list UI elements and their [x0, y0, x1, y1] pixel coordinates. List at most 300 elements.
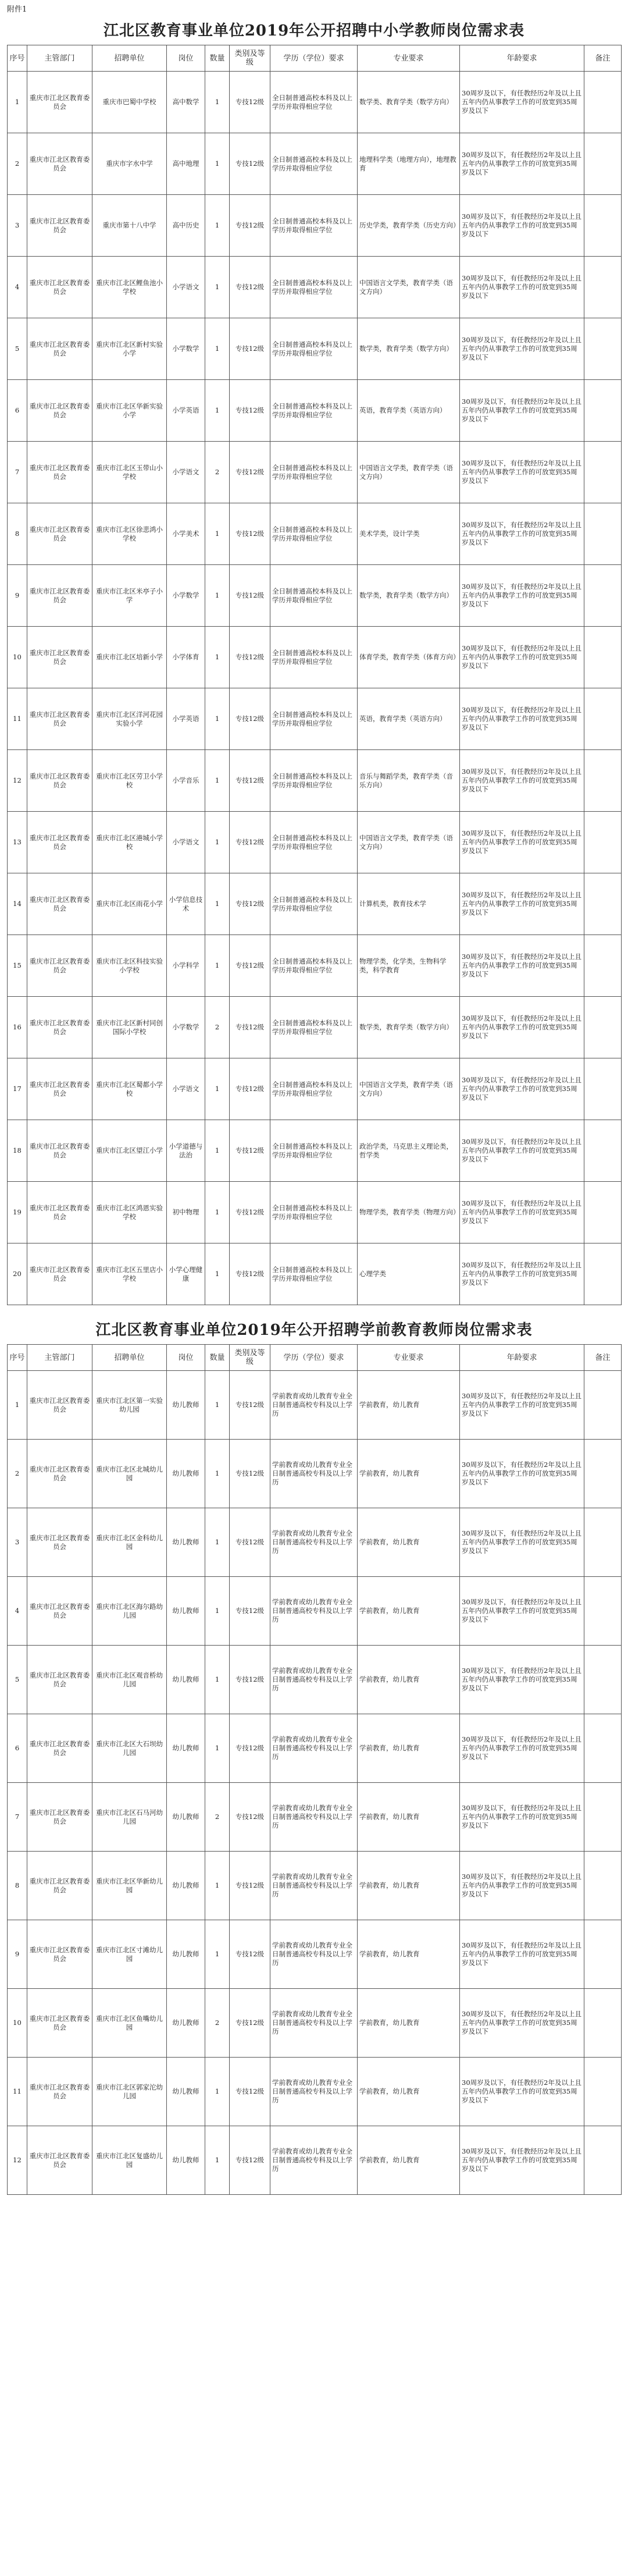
table1-cell-no: 2 — [8, 133, 27, 195]
table1-header-cell: 序号 — [8, 45, 27, 72]
table2-cell-no: 12 — [8, 2126, 27, 2195]
table2-cell-edu: 学前教育或幼儿教育专业全日制普通高校专科及以上学历 — [270, 1508, 358, 1577]
table1-cell-grade: 专技12级 — [230, 1182, 270, 1243]
table1-cell-no: 14 — [8, 873, 27, 935]
table1-header-cell: 备注 — [584, 45, 622, 72]
table1-row — [8, 873, 622, 935]
table1-cell-no: 19 — [8, 1182, 27, 1243]
table2-cell-dept: 重庆市江北区教育委员会 — [27, 1920, 92, 1989]
table1-row — [8, 627, 622, 688]
table2-cell-note — [584, 2126, 622, 2195]
table1-cell-unit: 重庆市江北区新村同创国际小学校 — [92, 997, 167, 1058]
table1-cell-major: 体育学类，教育学类（体育方向） — [358, 627, 460, 688]
table1-cell-post: 小学英语 — [167, 688, 205, 750]
table2-cell-major: 学前教育，幼儿教育 — [358, 2126, 460, 2195]
table2-row — [8, 1577, 622, 1646]
table2-cell-age: 30周岁及以下，有任教经历2年及以上且五年内仍从事教学工作的可放宽到35周岁及以下 — [460, 1852, 584, 1920]
table1-cell-unit: 重庆市江北区科技实验小学校 — [92, 935, 167, 997]
table1-cell-note — [584, 688, 622, 750]
table1-cell-major: 英语，教育学类（英语方向） — [358, 688, 460, 750]
table2-cell-dept: 重庆市江北区教育委员会 — [27, 1440, 92, 1508]
table2-cell-major: 学前教育，幼儿教育 — [358, 1989, 460, 2058]
table1-row — [8, 1120, 622, 1182]
table1-cell-edu: 全日制普通高校本科及以上学历并取得相应学位 — [270, 195, 358, 257]
table1-cell-no: 4 — [8, 257, 27, 318]
table2-cell-post: 幼儿教师 — [167, 2126, 205, 2195]
table2-cell-grade: 专技12级 — [230, 1577, 270, 1646]
table1-cell-unit: 重庆市江北区米亭子小学 — [92, 565, 167, 627]
table2-cell-post: 幼儿教师 — [167, 2058, 205, 2126]
table1-cell-post: 小学美术 — [167, 503, 205, 565]
table1-body — [8, 72, 622, 1305]
table2-header-cell: 主管部门 — [27, 1345, 92, 1371]
table1-cell-grade: 专技12级 — [230, 503, 270, 565]
table1-cell-edu: 全日制普通高校本科及以上学历并取得相应学位 — [270, 1182, 358, 1243]
table2-cell-dept: 重庆市江北区教育委员会 — [27, 1989, 92, 2058]
table2-cell-edu: 学前教育或幼儿教育专业全日制普通高校专科及以上学历 — [270, 1920, 358, 1989]
table2-cell-dept: 重庆市江北区教育委员会 — [27, 1714, 92, 1783]
table1-cell-note — [584, 873, 622, 935]
table1-cell-no: 3 — [8, 195, 27, 257]
table1-cell-grade: 专技12级 — [230, 688, 270, 750]
table2-cell-num: 1 — [205, 1440, 230, 1508]
table1-cell-post: 小学数学 — [167, 565, 205, 627]
table1-cell-num: 1 — [205, 380, 230, 442]
table1-cell-age: 30周岁及以下，有任教经历2年及以上且五年内仍从事教学工作的可放宽到35周岁及以下 — [460, 133, 584, 195]
table1-cell-post: 小学英语 — [167, 380, 205, 442]
table1-row — [8, 503, 622, 565]
table1-cell-dept: 重庆市江北区教育委员会 — [27, 997, 92, 1058]
table1-cell-grade: 专技12级 — [230, 935, 270, 997]
table1-cell-dept: 重庆市江北区教育委员会 — [27, 935, 92, 997]
table1-header-row — [8, 45, 622, 72]
table1-cell-dept: 重庆市江北区教育委员会 — [27, 195, 92, 257]
table2-row — [8, 1440, 622, 1508]
table1-header-cell: 岗位 — [167, 45, 205, 72]
table1-cell-edu: 全日制普通高校本科及以上学历并取得相应学位 — [270, 442, 358, 503]
table1-row — [8, 1243, 622, 1305]
table1-cell-unit: 重庆市江北区五里店小学校 — [92, 1243, 167, 1305]
table2-cell-note — [584, 1440, 622, 1508]
table1-cell-grade: 专技12级 — [230, 1058, 270, 1120]
table1-cell-major: 音乐与舞蹈学类，教育学类（音乐方向） — [358, 750, 460, 812]
table2-cell-no: 2 — [8, 1440, 27, 1508]
table1-cell-edu: 全日制普通高校本科及以上学历并取得相应学位 — [270, 1058, 358, 1120]
table1-row — [8, 442, 622, 503]
table1-cell-unit: 重庆市江北区徐悲鸿小学校 — [92, 503, 167, 565]
table1-cell-num: 1 — [205, 565, 230, 627]
table2-row — [8, 1646, 622, 1714]
table2-cell-major: 学前教育，幼儿教育 — [358, 1371, 460, 1440]
table1-cell-post: 小学数学 — [167, 997, 205, 1058]
table1-cell-major: 中国语言文学类，教育学类（语文方向） — [358, 257, 460, 318]
table1-cell-grade: 专技12级 — [230, 133, 270, 195]
table1-cell-edu: 全日制普通高校本科及以上学历并取得相应学位 — [270, 1120, 358, 1182]
table1-cell-post: 初中物理 — [167, 1182, 205, 1243]
table2-cell-unit: 重庆市江北区郭家沱幼儿园 — [92, 2058, 167, 2126]
table1-cell-num: 2 — [205, 997, 230, 1058]
table2-cell-unit: 重庆市江北区大石坝幼儿园 — [92, 1714, 167, 1783]
table1-cell-dept: 重庆市江北区教育委员会 — [27, 1058, 92, 1120]
table1-cell-num: 1 — [205, 1182, 230, 1243]
table1-cell-num: 1 — [205, 750, 230, 812]
table2-cell-unit: 重庆市江北区观音桥幼儿园 — [92, 1646, 167, 1714]
table1-cell-major: 历史学类，教育学类（历史方向） — [358, 195, 460, 257]
table2-cell-post: 幼儿教师 — [167, 1440, 205, 1508]
table2-cell-post: 幼儿教师 — [167, 1714, 205, 1783]
table2-cell-grade: 专技12级 — [230, 1920, 270, 1989]
table1-cell-unit: 重庆市江北区鲤鱼池小学校 — [92, 257, 167, 318]
table2-cell-num: 2 — [205, 1783, 230, 1852]
table2-cell-num: 2 — [205, 1989, 230, 2058]
table2-cell-major: 学前教育，幼儿教育 — [358, 1852, 460, 1920]
table1-cell-major: 中国语言文学类，教育学类（语文方向） — [358, 1058, 460, 1120]
table1-cell-unit: 重庆市江北区劳卫小学校 — [92, 750, 167, 812]
table2-cell-post: 幼儿教师 — [167, 1989, 205, 2058]
table1-cell-major: 数学类，教育学类（数学方向） — [358, 318, 460, 380]
table2-header-cell: 序号 — [8, 1345, 27, 1371]
table2-body — [8, 1371, 622, 2195]
table1-cell-note — [584, 195, 622, 257]
table1-cell-age: 30周岁及以下，有任教经历2年及以上且五年内仍从事教学工作的可放宽到35周岁及以下 — [460, 503, 584, 565]
table1-cell-age: 30周岁及以下，有任教经历2年及以上且五年内仍从事教学工作的可放宽到35周岁及以下 — [460, 72, 584, 133]
table1-cell-major: 中国语言文学类，教育学类（语文方向） — [358, 442, 460, 503]
table2-cell-dept: 重庆市江北区教育委员会 — [27, 1577, 92, 1646]
table2-cell-dept: 重庆市江北区教育委员会 — [27, 1852, 92, 1920]
table1-cell-num: 1 — [205, 1243, 230, 1305]
table1-cell-no: 11 — [8, 688, 27, 750]
table2-cell-dept: 重庆市江北区教育委员会 — [27, 1508, 92, 1577]
table2-cell-edu: 学前教育或幼儿教育专业全日制普通高校专科及以上学历 — [270, 1371, 358, 1440]
table2-cell-num: 1 — [205, 1371, 230, 1440]
table1-cell-num: 1 — [205, 688, 230, 750]
table1-row — [8, 318, 622, 380]
table2-cell-edu: 学前教育或幼儿教育专业全日制普通高校专科及以上学历 — [270, 1646, 358, 1714]
table1-cell-grade: 专技12级 — [230, 442, 270, 503]
table1-cell-major: 数学类，教育学类（数学方向） — [358, 997, 460, 1058]
table2-cell-no: 3 — [8, 1508, 27, 1577]
table1-cell-dept: 重庆市江北区教育委员会 — [27, 750, 92, 812]
table2-cell-dept: 重庆市江北区教育委员会 — [27, 2126, 92, 2195]
table1-cell-grade: 专技12级 — [230, 72, 270, 133]
table1-cell-post: 小学语文 — [167, 442, 205, 503]
table1-cell-age: 30周岁及以下，有任教经历2年及以上且五年内仍从事教学工作的可放宽到35周岁及以下 — [460, 627, 584, 688]
table1-cell-age: 30周岁及以下，有任教经历2年及以上且五年内仍从事教学工作的可放宽到35周岁及以下 — [460, 935, 584, 997]
table2-cell-note — [584, 1508, 622, 1577]
table2-cell-major: 学前教育，幼儿教育 — [358, 1783, 460, 1852]
table2-header-cell: 类别及等级 — [230, 1345, 270, 1371]
table1-cell-num: 1 — [205, 627, 230, 688]
table1-cell-age: 30周岁及以下，有任教经历2年及以上且五年内仍从事教学工作的可放宽到35周岁及以下 — [460, 1243, 584, 1305]
table2-row — [8, 1371, 622, 1440]
table2-cell-grade: 专技12级 — [230, 1371, 270, 1440]
table1-cell-unit: 重庆市第十八中学 — [92, 195, 167, 257]
table2-cell-num: 1 — [205, 1920, 230, 1989]
table1-cell-note — [584, 503, 622, 565]
table1-cell-age: 30周岁及以下，有任教经历2年及以上且五年内仍从事教学工作的可放宽到35周岁及以下 — [460, 688, 584, 750]
table1-cell-num: 1 — [205, 812, 230, 873]
table1-cell-age: 30周岁及以下，有任教经历2年及以上且五年内仍从事教学工作的可放宽到35周岁及以下 — [460, 997, 584, 1058]
table1-cell-no: 7 — [8, 442, 27, 503]
table2-cell-no: 7 — [8, 1783, 27, 1852]
table2-cell-num: 1 — [205, 1646, 230, 1714]
table1 — [7, 45, 622, 1305]
table1-cell-post: 小学语文 — [167, 1058, 205, 1120]
table2-cell-age: 30周岁及以下，有任教经历2年及以上且五年内仍从事教学工作的可放宽到35周岁及以下 — [460, 2058, 584, 2126]
table2-header-cell: 岗位 — [167, 1345, 205, 1371]
table1-cell-grade: 专技12级 — [230, 380, 270, 442]
table1-cell-dept: 重庆市江北区教育委员会 — [27, 442, 92, 503]
table1-row — [8, 72, 622, 133]
table1-row — [8, 688, 622, 750]
table2-cell-unit: 重庆市江北区复盛幼儿园 — [92, 2126, 167, 2195]
table1-cell-note — [584, 1243, 622, 1305]
table2-title: 江北区教育事业单位2019年公开招聘学前教育教师岗位需求表 — [95, 1321, 533, 1339]
table2-cell-age: 30周岁及以下，有任教经历2年及以上且五年内仍从事教学工作的可放宽到35周岁及以下 — [460, 2126, 584, 2195]
table2-cell-num: 1 — [205, 1852, 230, 1920]
table1-header-cell: 招聘单位 — [92, 45, 167, 72]
table2-header-cell: 年龄要求 — [460, 1345, 584, 1371]
table1-cell-age: 30周岁及以下，有任教经历2年及以上且五年内仍从事教学工作的可放宽到35周岁及以下 — [460, 380, 584, 442]
table1-row — [8, 195, 622, 257]
table1-cell-grade: 专技12级 — [230, 318, 270, 380]
table1-cell-age: 30周岁及以下，有任教经历2年及以上且五年内仍从事教学工作的可放宽到35周岁及以下 — [460, 318, 584, 380]
table1-cell-no: 8 — [8, 503, 27, 565]
table1-header-cell: 专业要求 — [358, 45, 460, 72]
table1-cell-edu: 全日制普通高校本科及以上学历并取得相应学位 — [270, 812, 358, 873]
table1-cell-post: 高中数学 — [167, 72, 205, 133]
table2-cell-grade: 专技12级 — [230, 1714, 270, 1783]
table2-cell-note — [584, 1577, 622, 1646]
table1-cell-note — [584, 1058, 622, 1120]
table1-cell-note — [584, 812, 622, 873]
table1-cell-edu: 全日制普通高校本科及以上学历并取得相应学位 — [270, 873, 358, 935]
table1-cell-age: 30周岁及以下，有任教经历2年及以上且五年内仍从事教学工作的可放宽到35周岁及以下 — [460, 1182, 584, 1243]
table1-cell-dept: 重庆市江北区教育委员会 — [27, 873, 92, 935]
table2-cell-age: 30周岁及以下，有任教经历2年及以上且五年内仍从事教学工作的可放宽到35周岁及以下 — [460, 1646, 584, 1714]
table2-cell-dept: 重庆市江北区教育委员会 — [27, 1646, 92, 1714]
table2-cell-note — [584, 1646, 622, 1714]
table2-cell-unit: 重庆市江北区海尔路幼儿园 — [92, 1577, 167, 1646]
table1-cell-major: 物理学类，教育学类（物理方向） — [358, 1182, 460, 1243]
table2-cell-no: 10 — [8, 1989, 27, 2058]
table1-cell-no: 15 — [8, 935, 27, 997]
table2-row — [8, 1783, 622, 1852]
table1-cell-dept: 重庆市江北区教育委员会 — [27, 688, 92, 750]
table2-cell-post: 幼儿教师 — [167, 1577, 205, 1646]
table1-cell-post: 小学语文 — [167, 257, 205, 318]
table1-cell-post: 小学数学 — [167, 318, 205, 380]
table1-cell-note — [584, 935, 622, 997]
table2-cell-dept: 重庆市江北区教育委员会 — [27, 2058, 92, 2126]
table1-cell-unit: 重庆市巴蜀中学校 — [92, 72, 167, 133]
table1-cell-post: 小学科学 — [167, 935, 205, 997]
table1-cell-dept: 重庆市江北区教育委员会 — [27, 72, 92, 133]
table2-cell-edu: 学前教育或幼儿教育专业全日制普通高校专科及以上学历 — [270, 1783, 358, 1852]
table2-cell-num: 1 — [205, 2058, 230, 2126]
table1-cell-num: 1 — [205, 133, 230, 195]
table2-header-cell: 学历（学位）要求 — [270, 1345, 358, 1371]
table1-cell-no: 10 — [8, 627, 27, 688]
table1-cell-no: 5 — [8, 318, 27, 380]
table1-cell-edu: 全日制普通高校本科及以上学历并取得相应学位 — [270, 72, 358, 133]
table2-cell-note — [584, 1783, 622, 1852]
table2-cell-note — [584, 1920, 622, 1989]
table2-cell-grade: 专技12级 — [230, 1852, 270, 1920]
table2-cell-unit: 重庆市江北区金科幼儿园 — [92, 1508, 167, 1577]
table1-cell-dept: 重庆市江北区教育委员会 — [27, 565, 92, 627]
table2-cell-edu: 学前教育或幼儿教育专业全日制普通高校专科及以上学历 — [270, 1852, 358, 1920]
table2-cell-major: 学前教育，幼儿教育 — [358, 1440, 460, 1508]
table2-row — [8, 2126, 622, 2195]
table1-cell-major: 物理学类，化学类，生物科学类，科学教育 — [358, 935, 460, 997]
table1-cell-edu: 全日制普通高校本科及以上学历并取得相应学位 — [270, 318, 358, 380]
table2-cell-note — [584, 1989, 622, 2058]
table1-header-cell: 数量 — [205, 45, 230, 72]
table2-header-cell: 专业要求 — [358, 1345, 460, 1371]
table1-cell-grade: 专技12级 — [230, 627, 270, 688]
table2-cell-num: 1 — [205, 1577, 230, 1646]
table2-cell-grade: 专技12级 — [230, 2126, 270, 2195]
table2-cell-note — [584, 1852, 622, 1920]
table2-cell-note — [584, 1371, 622, 1440]
table1-cell-note — [584, 565, 622, 627]
table2-cell-post: 幼儿教师 — [167, 1646, 205, 1714]
table2-cell-note — [584, 2058, 622, 2126]
table1-cell-major: 美术学类，设计学类 — [358, 503, 460, 565]
table2-cell-age: 30周岁及以下，有任教经历2年及以上且五年内仍从事教学工作的可放宽到35周岁及以下 — [460, 1714, 584, 1783]
table1-cell-unit: 重庆市江北区鸿恩实验学校 — [92, 1182, 167, 1243]
table1-cell-edu: 全日制普通高校本科及以上学历并取得相应学位 — [270, 1243, 358, 1305]
table1-cell-grade: 专技12级 — [230, 1243, 270, 1305]
table1-cell-post: 高中历史 — [167, 195, 205, 257]
table1-cell-unit: 重庆市江北区玉带山小学校 — [92, 442, 167, 503]
table2-cell-edu: 学前教育或幼儿教育专业全日制普通高校专科及以上学历 — [270, 1714, 358, 1783]
table1-cell-grade: 专技12级 — [230, 873, 270, 935]
table1-cell-unit: 重庆市字水中学 — [92, 133, 167, 195]
table1-cell-edu: 全日制普通高校本科及以上学历并取得相应学位 — [270, 133, 358, 195]
table1-cell-dept: 重庆市江北区教育委员会 — [27, 1120, 92, 1182]
table1-cell-post: 小学心理健康 — [167, 1243, 205, 1305]
table1-cell-edu: 全日制普通高校本科及以上学历并取得相应学位 — [270, 935, 358, 997]
table2-cell-post: 幼儿教师 — [167, 1783, 205, 1852]
table1-cell-grade: 专技12级 — [230, 257, 270, 318]
table2-cell-note — [584, 1714, 622, 1783]
table1-cell-post: 小学音乐 — [167, 750, 205, 812]
table1-cell-age: 30周岁及以下，有任教经历2年及以上且五年内仍从事教学工作的可放宽到35周岁及以下 — [460, 750, 584, 812]
attachment-label: 附件1 — [7, 5, 27, 14]
table1-header-cell: 主管部门 — [27, 45, 92, 72]
table1-cell-note — [584, 72, 622, 133]
table2-header-cell: 招聘单位 — [92, 1345, 167, 1371]
table2-cell-unit: 重庆市江北区鱼嘴幼儿园 — [92, 1989, 167, 2058]
table2-cell-num: 1 — [205, 2126, 230, 2195]
table1-cell-age: 30周岁及以下，有任教经历2年及以上且五年内仍从事教学工作的可放宽到35周岁及以下 — [460, 1058, 584, 1120]
table1-cell-edu: 全日制普通高校本科及以上学历并取得相应学位 — [270, 503, 358, 565]
table2-cell-grade: 专技12级 — [230, 1646, 270, 1714]
table2-cell-no: 1 — [8, 1371, 27, 1440]
table1-cell-note — [584, 750, 622, 812]
table2-cell-post: 幼儿教师 — [167, 1371, 205, 1440]
table1-cell-post: 小学体育 — [167, 627, 205, 688]
table1-cell-major: 政治学类，马克思主义理论类，哲学类 — [358, 1120, 460, 1182]
table2-cell-dept: 重庆市江北区教育委员会 — [27, 1783, 92, 1852]
table2-row — [8, 2058, 622, 2126]
table1-cell-dept: 重庆市江北区教育委员会 — [27, 503, 92, 565]
table1-cell-edu: 全日制普通高校本科及以上学历并取得相应学位 — [270, 257, 358, 318]
table1-cell-edu: 全日制普通高校本科及以上学历并取得相应学位 — [270, 997, 358, 1058]
table1-header-cell: 学历（学位）要求 — [270, 45, 358, 72]
table1-cell-dept: 重庆市江北区教育委员会 — [27, 318, 92, 380]
table1-cell-num: 1 — [205, 935, 230, 997]
table2-cell-major: 学前教育，幼儿教育 — [358, 2058, 460, 2126]
table2 — [7, 1344, 622, 2195]
table1-cell-no: 13 — [8, 812, 27, 873]
table2-cell-age: 30周岁及以下，有任教经历2年及以上且五年内仍从事教学工作的可放宽到35周岁及以下 — [460, 1989, 584, 2058]
table1-cell-age: 30周岁及以下，有任教经历2年及以上且五年内仍从事教学工作的可放宽到35周岁及以下 — [460, 257, 584, 318]
table1-cell-no: 17 — [8, 1058, 27, 1120]
table1-cell-num: 1 — [205, 195, 230, 257]
table2-cell-age: 30周岁及以下，有任教经历2年及以上且五年内仍从事教学工作的可放宽到35周岁及以下 — [460, 1508, 584, 1577]
table2-header-cell: 备注 — [584, 1345, 622, 1371]
table2-cell-post: 幼儿教师 — [167, 1508, 205, 1577]
table2-cell-age: 30周岁及以下，有任教经历2年及以上且五年内仍从事教学工作的可放宽到35周岁及以下 — [460, 1920, 584, 1989]
table1-cell-unit: 重庆市江北区蜀都小学校 — [92, 1058, 167, 1120]
table1-cell-unit: 重庆市江北区港城小学校 — [92, 812, 167, 873]
table1-row — [8, 133, 622, 195]
table2-cell-age: 30周岁及以下，有任教经历2年及以上且五年内仍从事教学工作的可放宽到35周岁及以下 — [460, 1440, 584, 1508]
table1-row — [8, 380, 622, 442]
table2-cell-grade: 专技12级 — [230, 1783, 270, 1852]
table1-cell-note — [584, 997, 622, 1058]
table2-cell-major: 学前教育，幼儿教育 — [358, 1577, 460, 1646]
table1-cell-no: 9 — [8, 565, 27, 627]
table2-cell-no: 5 — [8, 1646, 27, 1714]
table1-cell-major: 计算机类，教育技术学 — [358, 873, 460, 935]
table1-header-cell: 类别及等级 — [230, 45, 270, 72]
table1-cell-age: 30周岁及以下，有任教经历2年及以上且五年内仍从事教学工作的可放宽到35周岁及以下 — [460, 1120, 584, 1182]
table1-cell-no: 12 — [8, 750, 27, 812]
table1-row — [8, 257, 622, 318]
table2-cell-num: 1 — [205, 1508, 230, 1577]
table1-row — [8, 935, 622, 997]
table2-cell-unit: 重庆市江北区寸滩幼儿园 — [92, 1920, 167, 1989]
table1-cell-age: 30周岁及以下，有任教经历2年及以上且五年内仍从事教学工作的可放宽到35周岁及以下 — [460, 565, 584, 627]
table1-cell-major: 数学类、教育学类（数学方向） — [358, 72, 460, 133]
table1-cell-num: 1 — [205, 873, 230, 935]
table1-cell-dept: 重庆市江北区教育委员会 — [27, 627, 92, 688]
table1-cell-no: 1 — [8, 72, 27, 133]
table1-cell-no: 18 — [8, 1120, 27, 1182]
table1-cell-unit: 重庆市江北区华新实验小学 — [92, 380, 167, 442]
table1-cell-grade: 专技12级 — [230, 195, 270, 257]
table1-cell-age: 30周岁及以下，有任教经历2年及以上且五年内仍从事教学工作的可放宽到35周岁及以下 — [460, 812, 584, 873]
table1-cell-grade: 专技12级 — [230, 1120, 270, 1182]
table2-row — [8, 1508, 622, 1577]
table2-cell-major: 学前教育，幼儿教育 — [358, 1646, 460, 1714]
table1-cell-dept: 重庆市江北区教育委员会 — [27, 1182, 92, 1243]
table1-cell-no: 16 — [8, 997, 27, 1058]
table2-cell-dept: 重庆市江北区教育委员会 — [27, 1371, 92, 1440]
table1-cell-edu: 全日制普通高校本科及以上学历并取得相应学位 — [270, 565, 358, 627]
table1-cell-note — [584, 380, 622, 442]
table1-cell-grade: 专技12级 — [230, 997, 270, 1058]
table2-cell-unit: 重庆市江北区石马河幼儿园 — [92, 1783, 167, 1852]
table1-cell-note — [584, 1182, 622, 1243]
table2-cell-no: 4 — [8, 1577, 27, 1646]
table2-cell-age: 30周岁及以下，有任教经历2年及以上且五年内仍从事教学工作的可放宽到35周岁及以下 — [460, 1371, 584, 1440]
table1-cell-num: 1 — [205, 72, 230, 133]
